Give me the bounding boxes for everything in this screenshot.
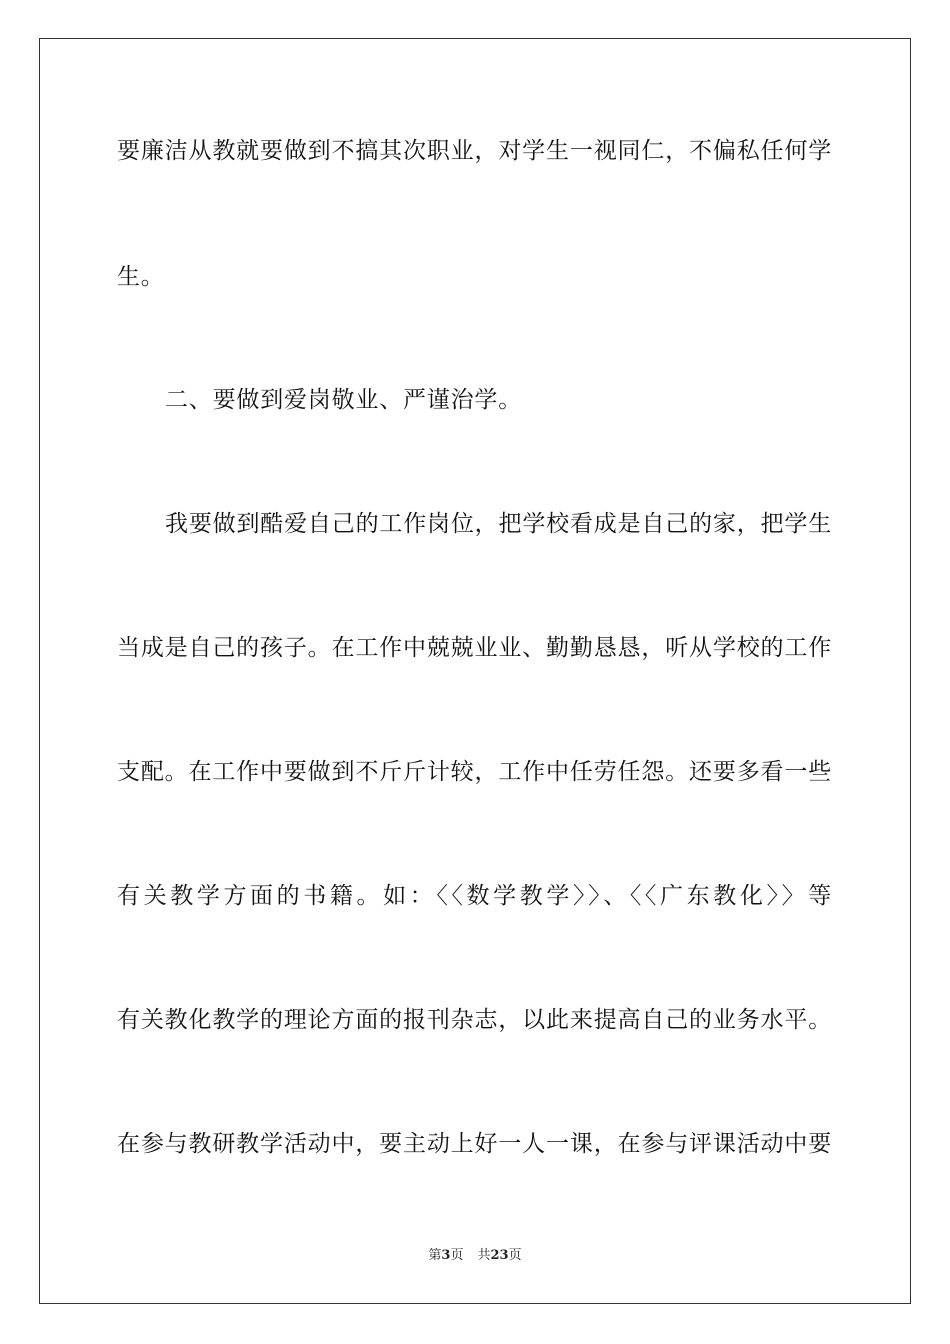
page-footer	[0, 1247, 950, 1265]
paragraph-line-5: 支配。在工作中要做到不斤斤计较，工作中任劳任怨。还要多看一些	[117, 759, 832, 785]
footer-total-prefix: 共	[477, 1248, 491, 1263]
section-heading: 二、要做到爱岗敬业、严谨治学。	[165, 387, 522, 413]
paragraph-line-3: 我要做到酷爱自己的工作岗位，把学校看成是自己的家，把学生	[165, 511, 832, 537]
paragraph-line-6: 有关教学方面的书籍。如：〈〈数学教学〉〉、〈〈广东教化〉〉等	[117, 883, 832, 909]
paragraph-line-7: 有关教化教学的理论方面的报刊杂志，以此来提高自己的业务水平。	[117, 1007, 832, 1033]
footer-page-prefix: 第	[428, 1248, 442, 1263]
page-frame	[39, 38, 911, 1304]
footer-total-suffix: 页	[508, 1248, 522, 1263]
footer-page-number: 3	[441, 1248, 451, 1263]
footer-total-pages: 23	[490, 1248, 509, 1263]
paragraph-line-4: 当成是自己的孩子。在工作中兢兢业业、勤勤恳恳，听从学校的工作	[117, 635, 832, 661]
paragraph-line-8: 在参与教研教学活动中，要主动上好一人一课，在参与评课活动中要	[117, 1131, 832, 1157]
paragraph-line-1: 要廉洁从教就要做到不搞其次职业，对学生一视同仁，不偏私任何学	[117, 138, 832, 164]
paragraph-line-2: 生。	[117, 264, 165, 290]
footer-page-suffix: 页	[450, 1248, 464, 1263]
